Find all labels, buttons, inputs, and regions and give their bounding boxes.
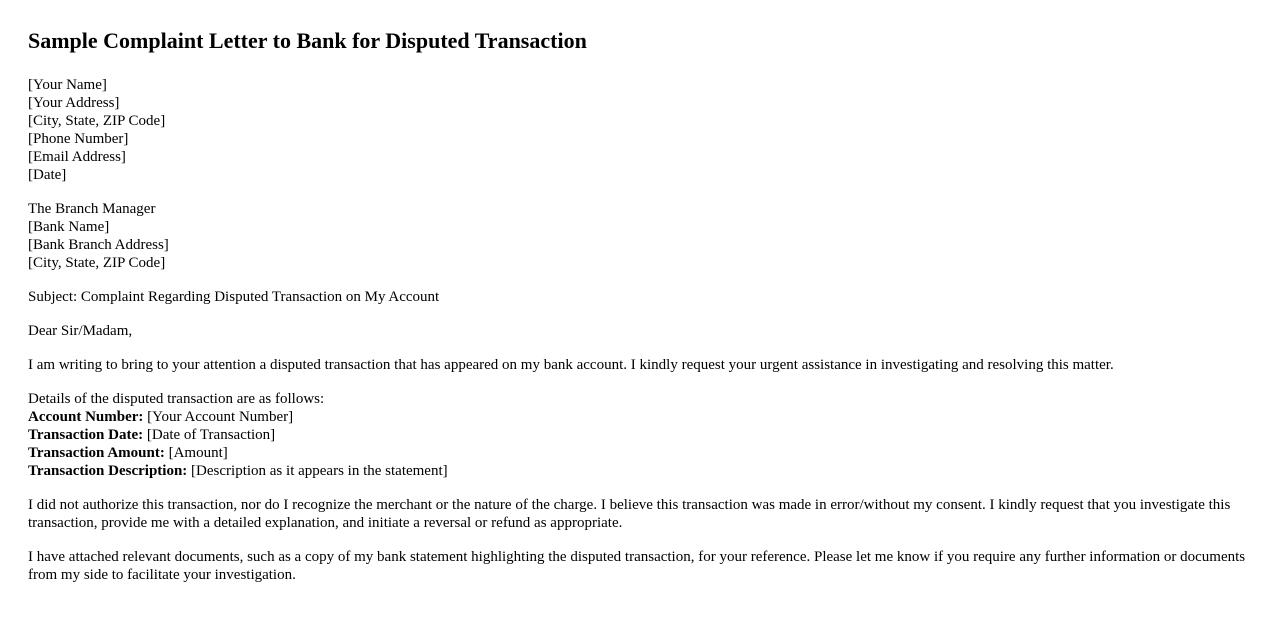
sender-email: [Email Address] <box>28 149 126 165</box>
detail-label: Transaction Description: <box>28 463 188 479</box>
page-title: Sample Complaint Letter to Bank for Disputed Transaction <box>28 28 587 53</box>
recipient-city-state-zip: [City, State, ZIP Code] <box>28 255 166 271</box>
sender-phone: [Phone Number] <box>28 131 129 147</box>
recipient-address-block <box>28 200 1250 272</box>
recipient-title: The Branch Manager <box>28 201 156 217</box>
letter-date: [Date] <box>28 167 67 183</box>
salutation: Dear Sir/Madam, <box>28 323 133 339</box>
detail-transaction-date <box>28 426 1250 444</box>
sender-city-state-zip: [City, State, ZIP Code] <box>28 113 166 129</box>
documents-paragraph: I have attached relevant documents, such as a copy of my bank statement highlighting the disputed transaction, for your reference. Please let me know if you require any further information or documents from my side to facilitate your investigation. <box>28 549 1246 583</box>
details-heading: Details of the disputed transaction are as follows: <box>28 391 325 407</box>
detail-transaction-amount <box>28 444 1250 462</box>
sender-address-block <box>28 76 1250 184</box>
detail-value: [Date of Transaction] <box>143 427 276 443</box>
recipient-branch-address: [Bank Branch Address] <box>28 237 169 253</box>
recipient-bank-name: [Bank Name] <box>28 219 110 235</box>
sender-address: [Your Address] <box>28 95 120 111</box>
authorization-paragraph: I did not authorize this transaction, nor do I recognize the merchant or the nature of the charge. I believe this transaction was made in error/without my consent. I kindly request that you investigate this transaction, provide me with a detailed explanation, and initiate a reversal or refund as appropriate. <box>28 497 1231 531</box>
subject-line: Subject: Complaint Regarding Disputed Transaction on My Account <box>28 289 440 305</box>
detail-label: Transaction Date: <box>28 427 144 443</box>
detail-label: Transaction Amount: <box>28 445 165 461</box>
detail-transaction-description <box>28 462 1250 480</box>
detail-value: [Your Account Number] <box>143 409 294 425</box>
detail-label: Account Number: <box>28 409 144 425</box>
intro-paragraph: I am writing to bring to your attention a disputed transaction that has appeared on my bank account. I kindly request your urgent assistance in investigating and resolving this matter. <box>28 357 1114 373</box>
sender-name: [Your Name] <box>28 77 107 93</box>
detail-value: [Amount] <box>164 445 228 461</box>
detail-account-number <box>28 408 1250 426</box>
detail-value: [Description as it appears in the statement] <box>187 463 448 479</box>
transaction-details <box>28 390 1250 480</box>
letter-page <box>0 28 1278 584</box>
